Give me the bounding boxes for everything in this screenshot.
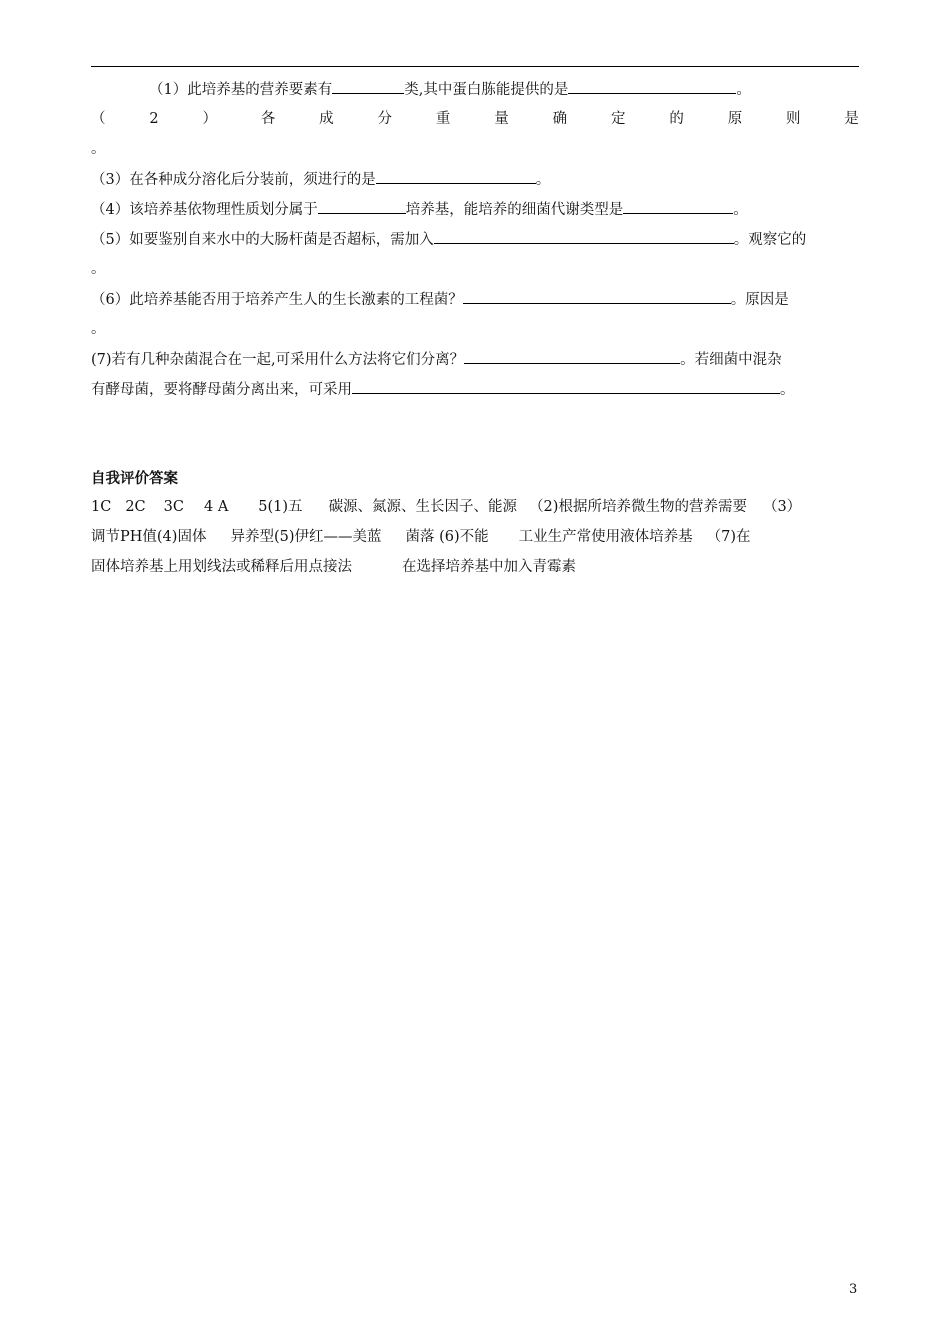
q1-blank-1[interactable] bbox=[332, 78, 404, 94]
q1-blank-2[interactable] bbox=[568, 78, 736, 94]
answer-item: （3） bbox=[762, 499, 802, 515]
q6-blank[interactable] bbox=[463, 288, 731, 304]
q4-text-c: 。 bbox=[733, 202, 748, 218]
q3-text-a: （3）在各种成分溶化后分装前，须进行的是 bbox=[91, 172, 376, 188]
q4-text-a: （4）该培养基依物理性质划分属于 bbox=[91, 202, 318, 218]
q1-text-c: 。 bbox=[736, 82, 751, 98]
question-5 bbox=[91, 228, 859, 251]
question-4 bbox=[91, 198, 859, 221]
q2-char: 成 bbox=[319, 111, 334, 127]
q1-text-b: 类,其中蛋白胨能提供的是 bbox=[404, 82, 569, 98]
q2-char: 2 bbox=[149, 111, 159, 127]
q4-blank-2[interactable] bbox=[623, 198, 733, 214]
q2-char: 量 bbox=[494, 111, 509, 127]
q7-blank-2[interactable] bbox=[352, 378, 780, 394]
answer-item: 2C bbox=[125, 499, 146, 515]
q2-char: 是 bbox=[844, 111, 859, 127]
answers-title: 自我评价答案 bbox=[91, 471, 178, 487]
question-3 bbox=[91, 168, 859, 191]
q2-char: 重 bbox=[435, 111, 451, 127]
question-7 bbox=[91, 348, 859, 371]
q1-text-a: （1）此培养基的营养要素有 bbox=[149, 82, 333, 98]
page-number: 3 bbox=[849, 1282, 858, 1297]
answer-item: 菌落 (6)不能 bbox=[405, 529, 489, 545]
q5-text-a: （5）如要鉴别自来水中的大肠杆菌是否超标，需加入 bbox=[91, 232, 434, 248]
q7-text-c: 有酵母菌，要将酵母菌分离出来，可采用 bbox=[91, 382, 352, 398]
q3-text-b: 。 bbox=[535, 172, 551, 188]
answer-item: 1C bbox=[91, 499, 112, 515]
q4-text-b: 培养基，能培养的细菌代谢类型是 bbox=[405, 202, 624, 218]
answers-line-1 bbox=[91, 496, 859, 518]
answer-item: 在选择培养基中加入青霉素 bbox=[402, 559, 576, 575]
question-1 bbox=[91, 78, 859, 101]
q2-char: （ bbox=[91, 111, 106, 127]
answer-item: （7)在 bbox=[706, 529, 751, 545]
q5-end-mark: 。 bbox=[91, 261, 106, 277]
q2-char: 分 bbox=[377, 111, 393, 127]
q2-char: 则 bbox=[786, 111, 801, 127]
q2-char: 各 bbox=[260, 111, 276, 127]
answer-item: 3C bbox=[163, 499, 184, 515]
question-6 bbox=[91, 288, 859, 311]
q4-blank-1[interactable] bbox=[318, 198, 406, 214]
answers-line-3 bbox=[91, 556, 859, 578]
q6-text-a: （6）此培养基能否用于培养产生人的生长激素的工程菌？ bbox=[91, 292, 463, 308]
header-rule bbox=[91, 66, 859, 67]
q2-char: 确 bbox=[552, 111, 568, 127]
question-7-cont bbox=[91, 378, 859, 401]
q2-char: 的 bbox=[669, 111, 684, 127]
q6-text-b: 。原因是 bbox=[730, 292, 789, 308]
answer-item: （2)根据所培养微生物的营养需要 bbox=[529, 499, 747, 515]
answers-line-2 bbox=[91, 526, 859, 548]
question-2 bbox=[91, 108, 859, 130]
question-5-end bbox=[91, 258, 859, 280]
q7-text-d: 。 bbox=[780, 382, 795, 398]
answer-item: 调节PH值(4)固体 bbox=[91, 529, 207, 545]
answer-item: 碳源、氮源、生长因子、能源 bbox=[328, 499, 518, 515]
q7-text-a: (7)若有几种杂菌混合在一起,可采用什么方法将它们分离？ bbox=[91, 352, 465, 368]
q6-end-mark: 。 bbox=[91, 321, 106, 337]
q5-text-b: 。观察它的 bbox=[733, 232, 807, 248]
q3-blank[interactable] bbox=[376, 168, 536, 184]
answer-item: 固体培养基上用划线法或稀释后用点接法 bbox=[91, 559, 352, 575]
question-2-end bbox=[91, 138, 859, 160]
q5-blank[interactable] bbox=[434, 228, 734, 244]
answer-item: 工业生产常使用液体培养基 bbox=[518, 529, 693, 545]
answer-item: 5(1)五 bbox=[258, 499, 303, 515]
answer-item: 4 A bbox=[203, 499, 229, 515]
q7-text-b: 。若细菌中混杂 bbox=[680, 352, 782, 368]
q2-char: 原 bbox=[727, 111, 743, 127]
q2-char: ） bbox=[202, 111, 217, 127]
q7-blank-1[interactable] bbox=[464, 348, 680, 364]
answer-item: 异养型(5)伊红——美蓝 bbox=[230, 529, 382, 545]
q2-char: 定 bbox=[610, 111, 626, 127]
q2-end-mark: 。 bbox=[91, 141, 106, 157]
question-6-end bbox=[91, 318, 859, 340]
